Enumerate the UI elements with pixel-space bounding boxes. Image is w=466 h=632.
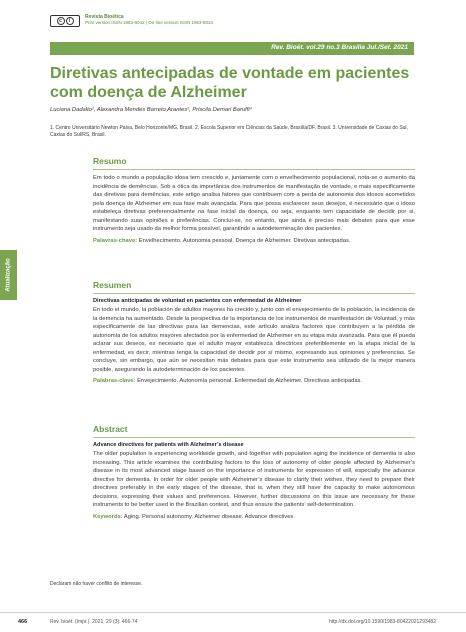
resumen-keywords-label: Palabras-clave: [93, 378, 136, 384]
article-authors: Luciana Dadalto¹, Alexandra Mendes Barreto Arantes², Priscila Demari Baruffi³ [50, 107, 252, 113]
journal-topbar [50, 14, 430, 36]
abstract-section [93, 424, 415, 521]
abstract-text: The older population is experiencing worldwide growth, and together with population aging the incidence of dementia is also increasing. This article examines the contributing factors to the loss of autonomy of older people affected by Alzheimer’s disease in its most advanced stage based on the importance of instruments for expression of will, especially the advance directive for dementia. In order for older people with Alzheimer’s disease to clarify their wishes, they need to prepare their directives preferably in the early stages of the disease, that is, when they still have the capacity to make autonomous decisions, expressing their values and preferences. However, further discussions on this issue are necessary for these instruments to be better used in the Brazilian context, and thus ensure the patients’ self-determination. [93, 451, 415, 508]
resumen-keywords [93, 377, 415, 386]
page-footer [0, 612, 466, 632]
resumo-keywords-label: Palavras-chave: [93, 237, 138, 244]
resumen-subtitle: Directivas anticipadas de voluntad en pacientes con enfermedad de Alzheimer [93, 298, 302, 304]
abstract-keywords-label: Keywords: [93, 513, 123, 520]
footer-citation: Rev. bioét. (Impr.). 2021; 29 (3): 466-74 [50, 619, 138, 625]
doi-link[interactable]: http://dx.doi.org/10.1590/1983-80422021293482 [328, 619, 436, 625]
resumen-keywords-list: Envejecimiento. Autonomía personal. Enfermedad de Alzheimer. Directivas anticipadas. [135, 378, 363, 384]
abstract-keywords [93, 513, 415, 522]
section-tab [0, 250, 17, 300]
article-affiliations: 1. Centro Universitário Newton Paiva, Belo Horizonte/MG, Brasil. 2. Escola Superior em Ciências da Saúde, Brasília/DF, Brasil. 3. Universidade de Caxias do Sul, Caxias do Sul/RS, Brasil. [50, 125, 408, 138]
resumen-section [93, 280, 415, 386]
resumen-heading: Resumen [93, 280, 415, 294]
resumo-text: Em todo o mundo a população idosa tem crescido e, juntamente com o envelhecimento populacional, nota-se o aumento da incidência de demências. Sob a ótica da importância dos instrumentos de manifestação de vontade, e mais especificamente das diretivas para demências, este artigo analisa fatores que contribuem com a perda de autonomia dos idosos acometidos pela doença de Alzheimer em sua fase mais avançada. Para que possa esclarecer seus desejos, é necessário que o idoso estabeleça diretivas preferencialmente na fase inicial da doença, ou seja, enquanto tem capacidade de decidir por si, manifestando suas opiniões e preferências. Conclui-se, no entanto, que ainda é preciso mais debates para que esse instrumento seja usado da melhor forma possível, garantindo a autodeterminação dos pacientes. [93, 175, 415, 232]
page-number: 466 [18, 619, 28, 625]
abstract-subtitle: Advance directives for patients with Alzheimer’s disease [93, 442, 244, 448]
issue-band [50, 42, 414, 55]
conflict-statement: Declaram não haver conflito de interesse. [50, 581, 143, 587]
resumen-text: En todo el mundo, la población de adultos mayores ha crecido y, junto con el envejecimiento de la población, la incidencia de la demencia ha aumentado. Desde la perspectiva de la importancia de los instrumentos de manifestación de Voluntad, y más específicamente de las directivas para las demencias, este artículo analiza factores que contribuyen a la pérdida de autonomía de los adultos mayores afectados por la enfermedad de Alzheimer en su etapa más avanzada. Para que él pueda aclarar sus deseos, es necesario que el adulto mayor establezca directrices preferiblemente en la etapa inicial de la enfermedad, es decir, mientras tenga la capacidad de decidir por sí mismo, expresando sus opiniones y preferencias. Se concluye, sin embargo, que aún se necesitan más debates para que este instrumento sea utilizado de la mejor manera posible, asegurando la autodeterminación de los pacientes. [93, 307, 415, 373]
creative-commons-icon: c i [50, 15, 80, 27]
abstract-keywords-list: Aging. Personal autonomy. Alzheimer disease. Advance directives. [122, 513, 295, 520]
issue-line: Rev. Bioét. vol.29 no.3 Brasília Jul./Set. 2021 [271, 44, 408, 51]
section-tab-label: Atualização [5, 258, 12, 292]
journal-issn: Print version ISSN 1983-8042 | On-line version ISSN 1983-8034 [85, 20, 213, 25]
resumo-heading: Resumo [93, 156, 415, 170]
resumo-section [93, 156, 415, 245]
article-title: Diretivas antecipadas de vontade em pacientes com doença de Alzheimer [50, 65, 410, 101]
abstract-heading: Abstract [93, 424, 415, 438]
journal-info [85, 14, 213, 26]
journal-name: Revista Bioética [85, 14, 124, 20]
resumo-keywords-list: Envelhecimento. Autonomia pessoal. Doença de Alzheimer. Diretivas antecipadas. [137, 237, 351, 244]
resumo-keywords [93, 237, 415, 246]
